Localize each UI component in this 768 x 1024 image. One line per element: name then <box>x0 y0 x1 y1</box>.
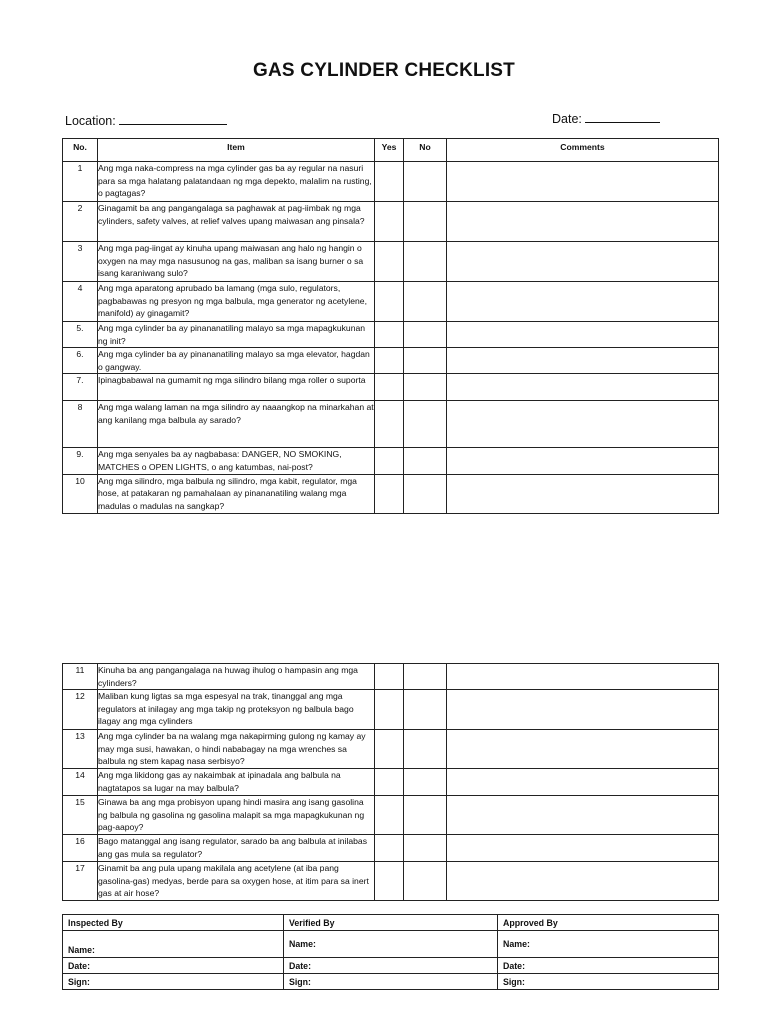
comments-cell[interactable] <box>447 862 719 901</box>
yes-checkbox-cell[interactable] <box>375 322 404 348</box>
header-yes: Yes <box>375 139 404 162</box>
row-number: 13 <box>63 730 98 769</box>
row-item-text: Ang mga cylinder ba ay pinananatiling malayo sa mga mapagkukunan ng init? <box>98 322 375 348</box>
location-label: Location: <box>65 114 116 128</box>
yes-checkbox-cell[interactable] <box>375 282 404 322</box>
no-checkbox-cell[interactable] <box>404 401 447 448</box>
row-item-text: Ang mga aparatong aprubado ba lamang (mga sulo, regulators, pagbabawas ng presyon ng mga balbula, mga generator ng acetylene, manifold) ay ginagamit? <box>98 282 375 322</box>
comments-cell[interactable] <box>447 282 719 322</box>
yes-checkbox-cell[interactable] <box>375 374 404 401</box>
row-item-text: Bago matanggal ang isang regulator, sarado ba ang balbula at inilabas ang gas mula sa regulator? <box>98 835 375 862</box>
yes-checkbox-cell[interactable] <box>375 348 404 374</box>
row-number: 15 <box>63 796 98 835</box>
row-item-text: Ang mga walang laman na mga silindro ay naaangkop na minarkahan at ang kanilang mga balbula ay sarado? <box>98 401 375 448</box>
no-checkbox-cell[interactable] <box>404 664 447 690</box>
yes-checkbox-cell[interactable] <box>375 162 404 202</box>
yes-checkbox-cell[interactable] <box>375 862 404 901</box>
row-number: 12 <box>63 690 98 730</box>
approved-date-field[interactable]: Date: <box>498 958 719 974</box>
row-number: 8 <box>63 401 98 448</box>
yes-checkbox-cell[interactable] <box>375 474 404 513</box>
row-number: 4 <box>63 282 98 322</box>
yes-checkbox-cell[interactable] <box>375 730 404 769</box>
approved-name-field[interactable]: Name: <box>498 931 719 958</box>
header-item: Item <box>98 139 375 162</box>
checklist-row <box>63 835 719 862</box>
no-checkbox-cell[interactable] <box>404 862 447 901</box>
checklist-row <box>63 202 719 242</box>
approved-sign-field[interactable]: Sign: <box>498 974 719 990</box>
row-number: 14 <box>63 769 98 796</box>
no-checkbox-cell[interactable] <box>404 242 447 282</box>
row-item-text: Ipinagbabawal na gumamit ng mga silindro bilang mga roller o suporta <box>98 374 375 401</box>
row-item-text: Ang mga senyales ba ay nagbabasa: DANGER, NO SMOKING, MATCHES o OPEN LIGHTS, o ang katumbas, nai-post? <box>98 448 375 474</box>
yes-checkbox-cell[interactable] <box>375 664 404 690</box>
page-title: GAS CYLINDER CHECKLIST <box>253 60 515 81</box>
row-item-text: Ang mga cylinder ba ay pinananatiling malayo sa mga elevator, hagdan o gangway. <box>98 348 375 374</box>
checklist-table-1 <box>62 138 719 514</box>
header-no: No. <box>63 139 98 162</box>
no-checkbox-cell[interactable] <box>404 348 447 374</box>
comments-cell[interactable] <box>447 322 719 348</box>
no-checkbox-cell[interactable] <box>404 322 447 348</box>
yes-checkbox-cell[interactable] <box>375 769 404 796</box>
row-item-text: Ang mga silindro, mga balbula ng silindro, mga kabit, regulator, mga hose, at patakaran ng pamahalaan ay pinananatiling walang mga madulas o madulas na sangkap? <box>98 474 375 513</box>
checklist-row <box>63 690 719 730</box>
row-number: 16 <box>63 835 98 862</box>
verified-by-label: Verified By <box>284 915 498 931</box>
row-number: 1 <box>63 162 98 202</box>
row-item-text: Ang mga cylinder ba na walang mga nakapirming gulong ng kamay ay may mga susi, hawakan, o hindi nababagay na mga wrenches sa balbula ng stem kapag nasa serbisyo? <box>98 730 375 769</box>
comments-cell[interactable] <box>447 769 719 796</box>
yes-checkbox-cell[interactable] <box>375 242 404 282</box>
row-item-text: Ginagamit ba ang pangangalaga sa paghawak at pag-iimbak ng mga cylinders, safety valves, at relief valves upang maiwasan ang pinsala? <box>98 202 375 242</box>
checklist-row <box>63 474 719 513</box>
yes-checkbox-cell[interactable] <box>375 401 404 448</box>
approved-by-label: Approved By <box>498 915 719 931</box>
comments-cell[interactable] <box>447 202 719 242</box>
row-number: 9. <box>63 448 98 474</box>
comments-cell[interactable] <box>447 348 719 374</box>
checklist-row <box>63 162 719 202</box>
checklist-row <box>63 448 719 474</box>
checklist-row <box>63 242 719 282</box>
date-blank[interactable] <box>585 110 660 123</box>
header-no-col: No <box>404 139 447 162</box>
row-item-text: Ang mga naka-compress na mga cylinder gas ba ay regular na nasuri para sa mga halatang palatandaan ng mga depekto, malalim na rusting, o pagtagas? <box>98 162 375 202</box>
checklist-body-2 <box>63 664 719 901</box>
comments-cell[interactable] <box>447 242 719 282</box>
comments-cell[interactable] <box>447 448 719 474</box>
checklist-row <box>63 322 719 348</box>
no-checkbox-cell[interactable] <box>404 796 447 835</box>
row-number: 2 <box>63 202 98 242</box>
row-item-text: Ginamit ba ang pula upang makilala ang acetylene (at iba pang gasolina-gas) medyas, berde para sa oxygen hose, at itim para sa inert gas at air hose? <box>98 862 375 901</box>
no-checkbox-cell[interactable] <box>404 835 447 862</box>
header-comments: Comments <box>447 139 719 162</box>
inspected-date-field[interactable]: Date: <box>63 958 284 974</box>
date-label: Date: <box>552 112 582 126</box>
comments-cell[interactable] <box>447 796 719 835</box>
checklist-row <box>63 282 719 322</box>
comments-cell[interactable] <box>447 474 719 513</box>
checklist-row <box>63 862 719 901</box>
location-blank[interactable] <box>119 112 227 125</box>
row-number: 11 <box>63 664 98 690</box>
table-header <box>63 139 719 162</box>
row-item-text: Ginawa ba ang mga probisyon upang hindi masira ang isang gasolina ng balbula ng gasolina ng gasolina malapit sa mga mapagkukunan ng pag-aapoy? <box>98 796 375 835</box>
no-checkbox-cell[interactable] <box>404 474 447 513</box>
date-field[interactable] <box>552 110 660 126</box>
location-field[interactable] <box>65 112 227 128</box>
checklist-row <box>63 348 719 374</box>
row-item-text: Kinuha ba ang pangangalaga na huwag ihulog o hampasin ang mga cylinders? <box>98 664 375 690</box>
yes-checkbox-cell[interactable] <box>375 448 404 474</box>
yes-checkbox-cell[interactable] <box>375 796 404 835</box>
checklist-row <box>63 730 719 769</box>
signoff-table <box>62 914 719 990</box>
row-number: 6. <box>63 348 98 374</box>
row-number: 5. <box>63 322 98 348</box>
yes-checkbox-cell[interactable] <box>375 835 404 862</box>
verified-name-field[interactable]: Name: <box>284 931 498 958</box>
row-number: 17 <box>63 862 98 901</box>
checklist-body-1 <box>63 162 719 514</box>
checklist-row <box>63 796 719 835</box>
no-checkbox-cell[interactable] <box>404 730 447 769</box>
checklist-row <box>63 664 719 690</box>
comments-cell[interactable] <box>447 730 719 769</box>
row-item-text: Ang mga likidong gas ay nakaimbak at ipinadala ang balbula na nagtatapos sa lugar na may balbula? <box>98 769 375 796</box>
checklist-row <box>63 769 719 796</box>
comments-cell[interactable] <box>447 401 719 448</box>
comments-cell[interactable] <box>447 162 719 202</box>
no-checkbox-cell[interactable] <box>404 448 447 474</box>
row-item-text: Maliban kung ligtas sa mga espesyal na trak, tinanggal ang mga regulators at inilagay ang mga takip ng proteksyon ng balbula bago ilagay ang mga cylinders <box>98 690 375 730</box>
no-checkbox-cell[interactable] <box>404 202 447 242</box>
comments-cell[interactable] <box>447 374 719 401</box>
yes-checkbox-cell[interactable] <box>375 202 404 242</box>
inspected-name-field[interactable]: Name: <box>63 931 284 958</box>
comments-cell[interactable] <box>447 835 719 862</box>
checklist-row <box>63 374 719 401</box>
checklist-row <box>63 401 719 448</box>
inspected-sign-field[interactable]: Sign: <box>63 974 284 990</box>
no-checkbox-cell[interactable] <box>404 162 447 202</box>
no-checkbox-cell[interactable] <box>404 769 447 796</box>
no-checkbox-cell[interactable] <box>404 690 447 730</box>
no-checkbox-cell[interactable] <box>404 374 447 401</box>
no-checkbox-cell[interactable] <box>404 282 447 322</box>
inspected-by-label: Inspected By <box>63 915 284 931</box>
verified-sign-field[interactable]: Sign: <box>284 974 498 990</box>
checklist-table-2 <box>62 663 719 901</box>
verified-date-field[interactable]: Date: <box>284 958 498 974</box>
row-item-text: Ang mga pag-iingat ay kinuha upang maiwasan ang halo ng hangin o oxygen na may mga nasusunog na gas, maliban sa isang burner o sa isang karaniwang sulo? <box>98 242 375 282</box>
yes-checkbox-cell[interactable] <box>375 690 404 730</box>
comments-cell[interactable] <box>447 664 719 690</box>
row-number: 10 <box>63 474 98 513</box>
comments-cell[interactable] <box>447 690 719 730</box>
row-number: 7. <box>63 374 98 401</box>
row-number: 3 <box>63 242 98 282</box>
